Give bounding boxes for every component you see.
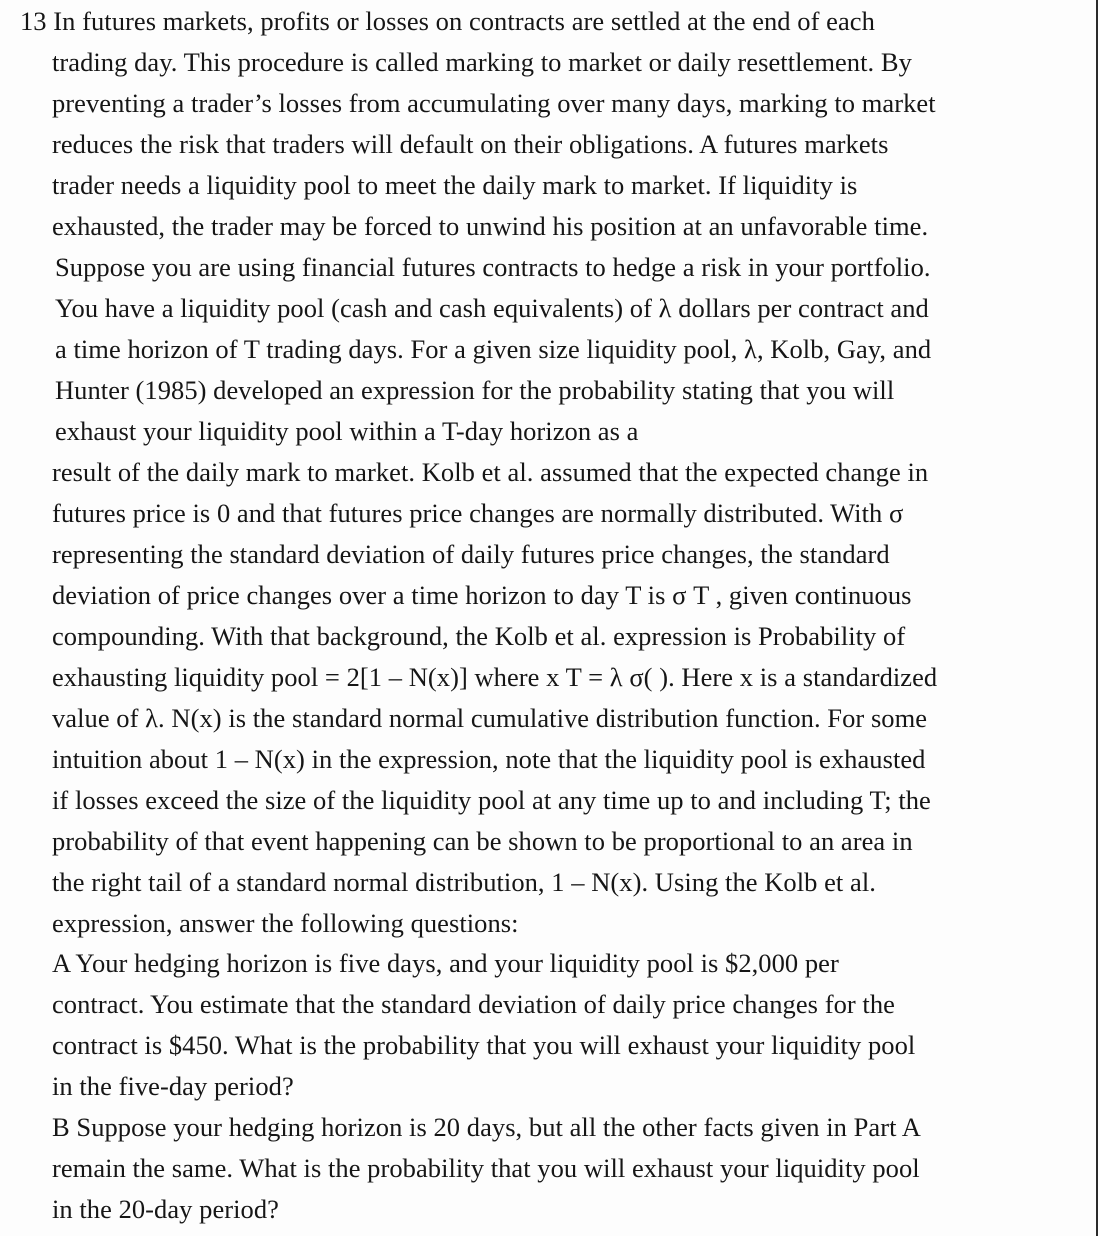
problem-text-line: exhausted, the trader may be forced to unwind his position at an unfavorable time. — [52, 211, 929, 241]
problem-text-line: trader needs a liquidity pool to meet the daily mark to market. If liquidity is — [52, 170, 858, 200]
problem-text-line: contract is $450. What is the probability that you will exhaust your liquidity pool — [52, 1030, 916, 1060]
problem-text-line: in the five-day period? — [52, 1071, 294, 1101]
problem-text-line: preventing a trader’s losses from accumulating over many days, marking to market — [52, 88, 936, 118]
problem-text-line: representing the standard deviation of daily futures price changes, the standard — [52, 539, 890, 569]
problem-text-line: remain the same. What is the probability that you will exhaust your liquidity pool — [52, 1153, 920, 1183]
problem-text-line: probability of that event happening can be shown to be proportional to an area in — [52, 826, 913, 856]
problem-text-line: 13 In futures markets, profits or losses on contracts are settled at the end of each — [20, 6, 875, 36]
problem-text-line: in the 20-day period? — [52, 1194, 279, 1224]
problem-text-line: value of λ. N(x) is the standard normal cumulative distribution function. For some — [52, 703, 928, 733]
problem-text-line: intuition about 1 – N(x) in the expression, note that the liquidity pool is exhausted — [52, 744, 926, 774]
problem-text-line: if losses exceed the size of the liquidity pool at any time up to and including T; the — [52, 785, 931, 815]
problem-text-line: contract. You estimate that the standard deviation of daily price changes for the — [52, 989, 895, 1019]
problem-text-line: Hunter (1985) developed an expression for the probability stating that you will — [55, 375, 895, 405]
problem-text-line: reduces the risk that traders will default on their obligations. A futures markets — [52, 129, 889, 159]
problem-text-line: result of the daily mark to market. Kolb et al. assumed that the expected change in — [52, 457, 929, 487]
problem-text-line: exhausting liquidity pool = 2[1 – N(x)] where x T = λ σ( ). Here x is a standardized — [52, 662, 938, 692]
problem-text-line: a time horizon of T trading days. For a given size liquidity pool, λ, Kolb, Gay, and — [55, 334, 932, 364]
part-b-label-line: B Suppose your hedging horizon is 20 days, but all the other facts given in Part A — [52, 1112, 921, 1142]
problem-text-line: futures price is 0 and that futures price changes are normally distributed. With σ — [52, 498, 904, 528]
problem-text-line: exhaust your liquidity pool within a T-day horizon as a — [55, 416, 639, 446]
page-edge-rule — [1096, 0, 1098, 1236]
part-a-label-line: A Your hedging horizon is five days, and your liquidity pool is $2,000 per — [52, 948, 839, 978]
problem-text-line: deviation of price changes over a time horizon to day T is σ T , given continuous — [52, 580, 912, 610]
problem-text-line: You have a liquidity pool (cash and cash equivalents) of λ dollars per contract and — [55, 293, 929, 323]
problem-text-line: trading day. This procedure is called marking to market or daily resettlement. By — [52, 47, 912, 77]
problem-text-line: the right tail of a standard normal distribution, 1 – N(x). Using the Kolb et al. — [52, 867, 876, 897]
problem-text-line: compounding. With that background, the Kolb et al. expression is Probability of — [52, 621, 906, 651]
problem-text-line: Suppose you are using financial futures contracts to hedge a risk in your portfolio. — [55, 252, 931, 282]
problem-text-line: expression, answer the following questions: — [52, 908, 519, 938]
